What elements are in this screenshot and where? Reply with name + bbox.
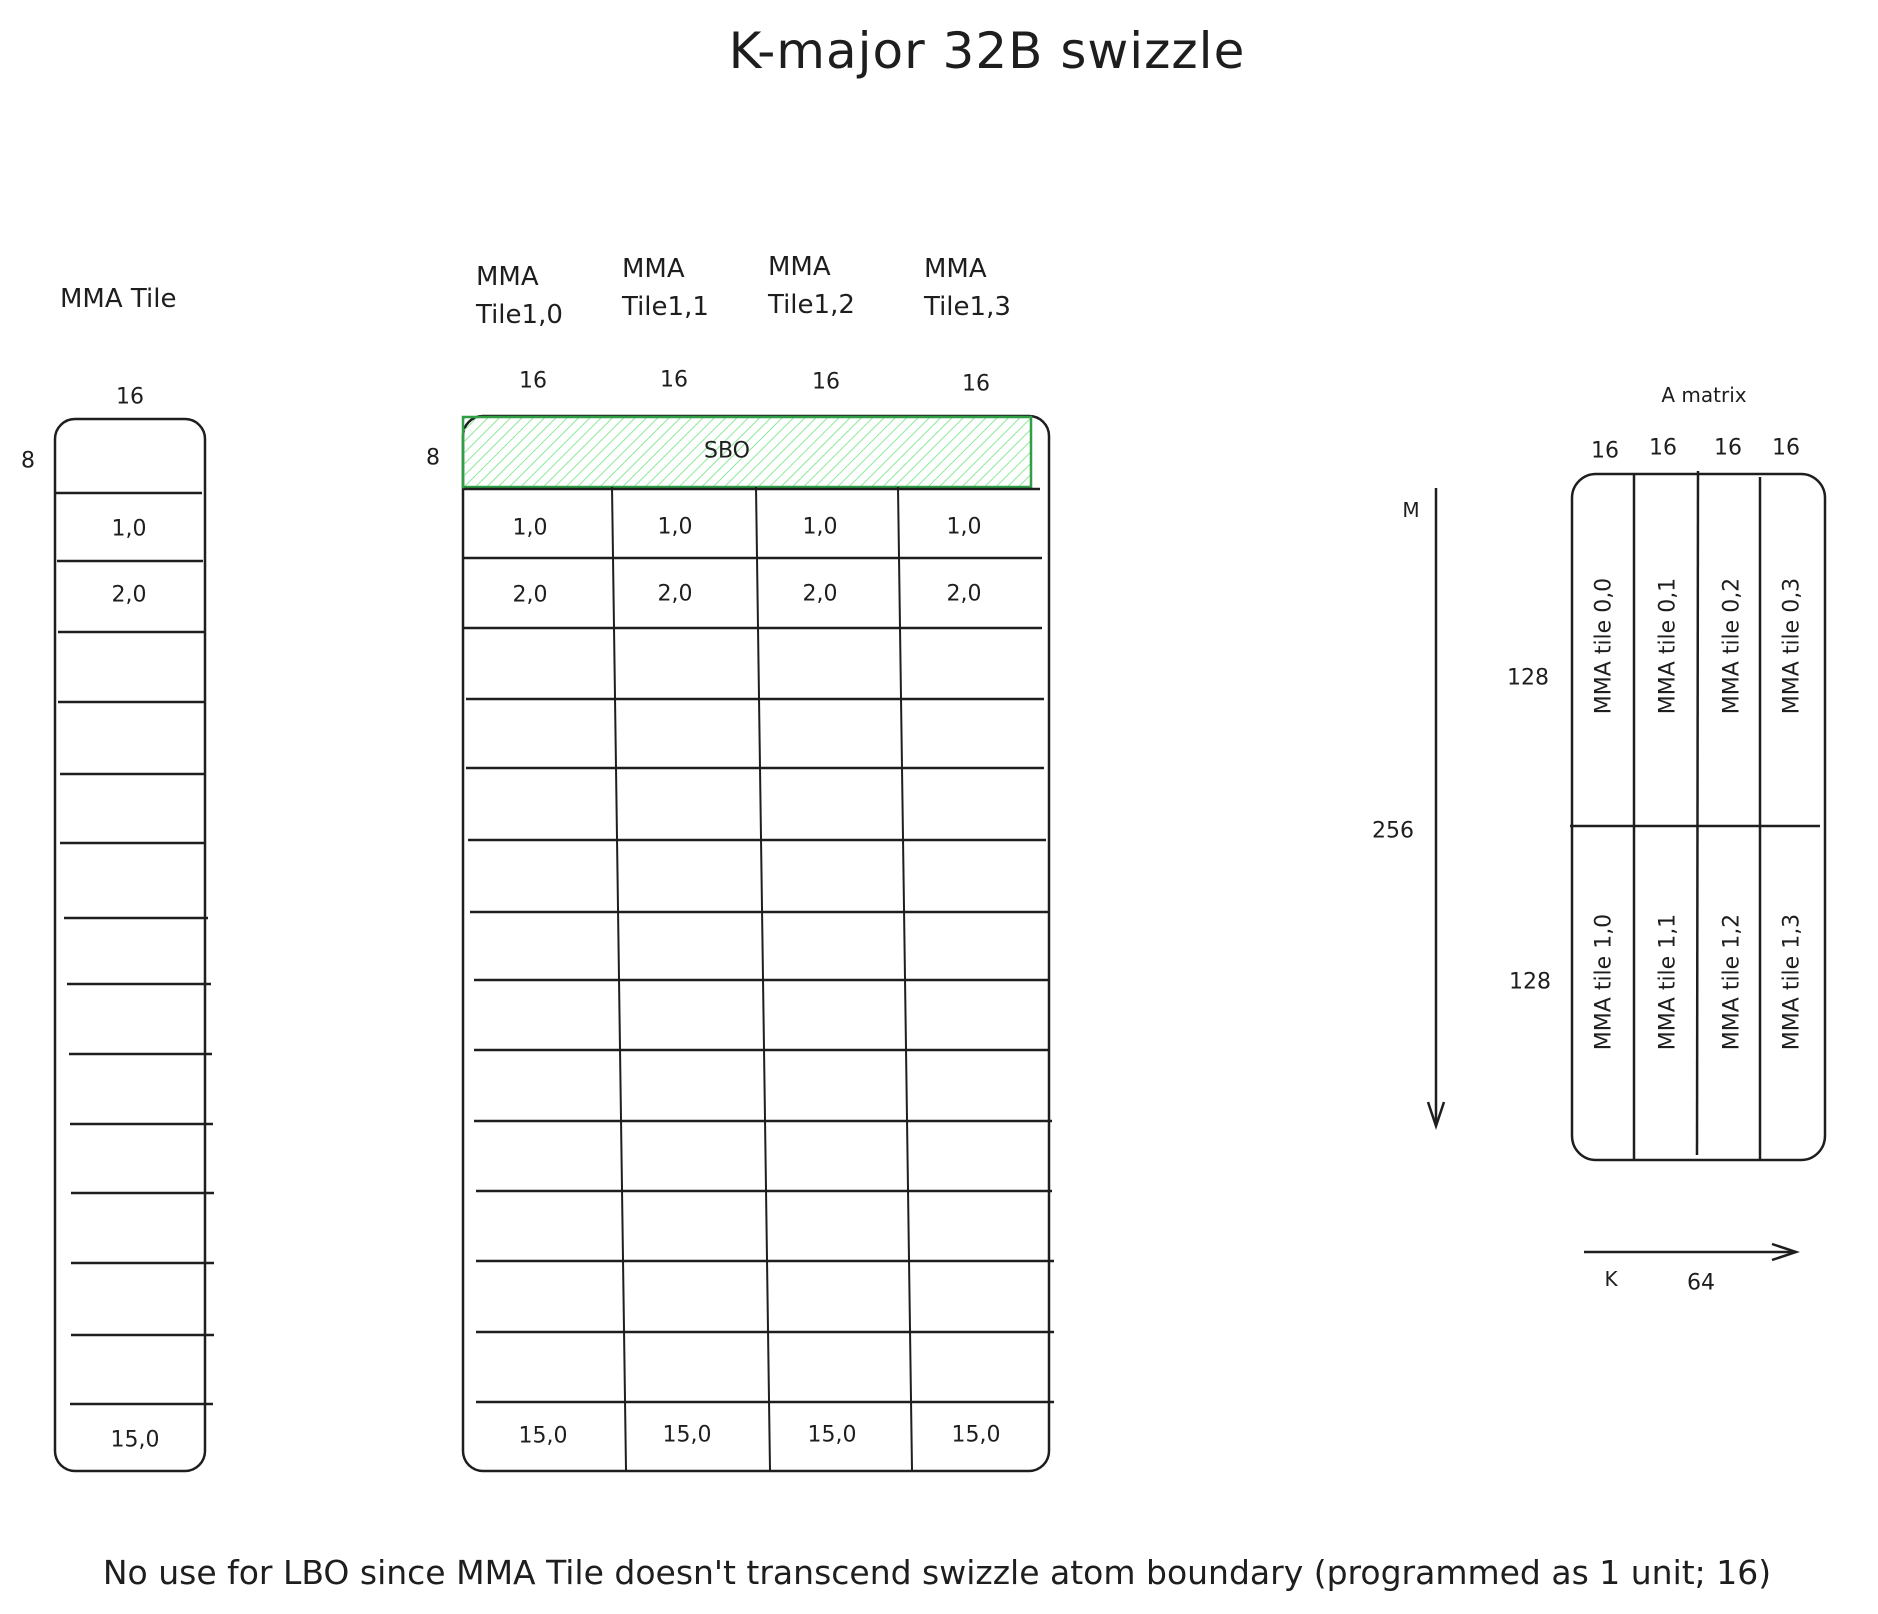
k-axis-arrow: [1584, 1244, 1796, 1260]
a-tile-0-3: MMA tile 0,3: [1779, 577, 1805, 715]
a-col-width-1: 16: [1649, 435, 1677, 461]
m-axis-arrow: [1428, 488, 1444, 1126]
a-col-width-0: 16: [1591, 438, 1619, 464]
k-total-label: 64: [1687, 1270, 1715, 1296]
col-width-label-1: 16: [660, 367, 688, 393]
cell-r1-c0: 1,0: [512, 515, 548, 541]
header-tile-1-2: MMA Tile1,2: [768, 252, 855, 320]
col-width-label-0: 16: [519, 368, 547, 394]
cell-r2-c0: 2,0: [512, 582, 548, 608]
col-width-label-3: 16: [962, 371, 990, 397]
cell-r1-c2: 1,0: [802, 514, 838, 540]
cell-r2-c1: 2,0: [657, 581, 693, 607]
cell-r1-c3: 1,0: [946, 514, 982, 540]
header-tile-1-1: MMA Tile1,1: [622, 254, 709, 322]
middle-grid-column-dividers: [612, 487, 912, 1470]
footnote: No use for LBO since MMA Tile doesn't transcend swizzle atom boundary (programmed as 1 unit; 16): [102, 1553, 1772, 1592]
a-tile-0-1: MMA tile 0,1: [1655, 577, 1681, 715]
m-axis-label: M: [1402, 498, 1420, 522]
a-tile-1-0: MMA tile 1,0: [1591, 913, 1617, 1051]
header-tile-1-0: MMA Tile1,0: [476, 262, 563, 330]
col-width-label-2: 16: [812, 369, 840, 395]
a-tile-1-1: MMA tile 1,1: [1655, 913, 1681, 1051]
a-tile-1-3: MMA tile 1,3: [1779, 913, 1805, 1051]
a-matrix-label: A matrix: [1661, 383, 1747, 407]
left-tile-label: MMA Tile: [60, 284, 177, 314]
a-col-width-2: 16: [1714, 435, 1742, 461]
row-block-label-0: 128: [1507, 665, 1549, 691]
cell-r15-c0: 15,0: [518, 1423, 568, 1449]
m-total-label: 256: [1372, 818, 1414, 844]
middle-grid-row-dividers: [464, 489, 1054, 1402]
cell-r2-c2: 2,0: [802, 581, 838, 607]
left-tile-row-2: 2,0: [111, 582, 147, 608]
left-tile-row-dividers: [56, 493, 214, 1404]
middle-row-height-label: 8: [426, 445, 440, 471]
left-tile-row-height-label: 8: [21, 448, 35, 474]
left-tile-width-label: 16: [116, 384, 144, 410]
a-tile-1-2: MMA tile 1,2: [1719, 913, 1745, 1051]
sbo-label: SBO: [704, 438, 750, 464]
cell-r1-c1: 1,0: [657, 514, 693, 540]
left-tile-row-15: 15,0: [110, 1427, 160, 1453]
header-tile-1-3: MMA Tile1,3: [924, 254, 1011, 322]
middle-grid-outline: [463, 416, 1049, 1471]
left-tile-row-1: 1,0: [111, 516, 147, 542]
cell-r2-c3: 2,0: [946, 581, 982, 607]
cell-r15-c2: 15,0: [807, 1422, 857, 1448]
cell-r15-c3: 15,0: [951, 1422, 1001, 1448]
a-matrix-dividers: [1570, 471, 1820, 1160]
a-col-width-3: 16: [1772, 435, 1800, 461]
a-tile-0-0: MMA tile 0,0: [1591, 577, 1617, 715]
row-block-label-1: 128: [1509, 969, 1551, 995]
cell-r15-c1: 15,0: [662, 1422, 712, 1448]
left-tile-outline: [55, 419, 205, 1471]
a-tile-0-2: MMA tile 0,2: [1719, 577, 1745, 715]
diagram-title: K-major 32B swizzle: [728, 22, 1246, 80]
k-axis-label: K: [1604, 1267, 1618, 1291]
